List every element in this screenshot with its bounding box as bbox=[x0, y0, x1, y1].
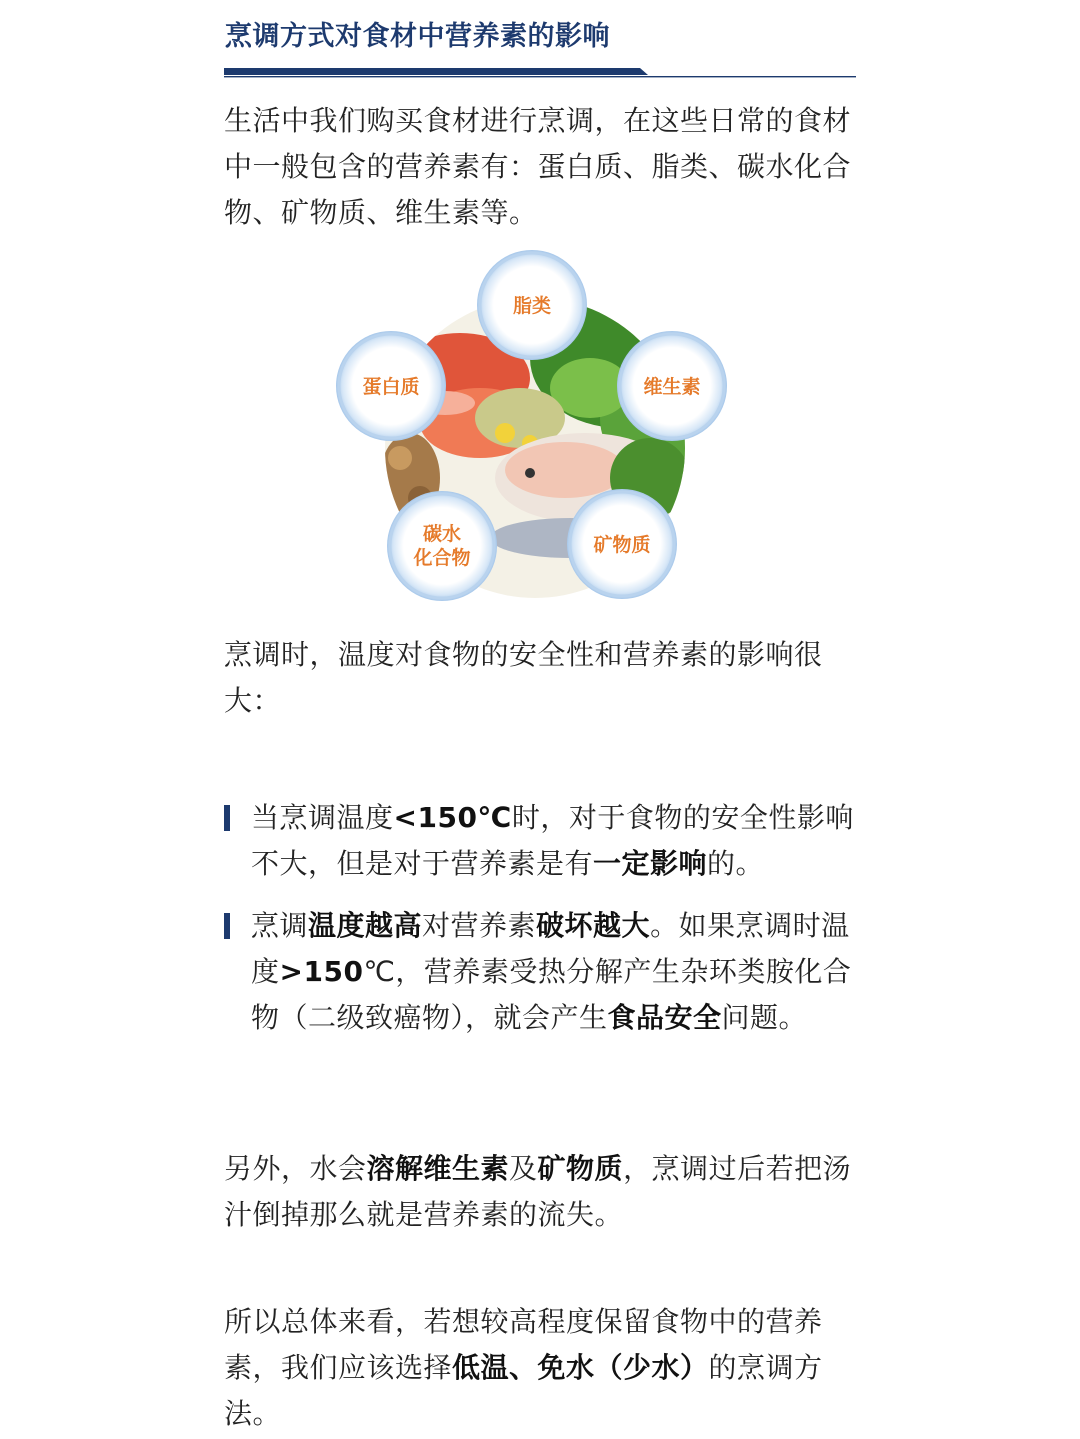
page-title: 烹调方式对食材中营养素的影响 bbox=[225, 21, 610, 52]
bubble-vitamin bbox=[617, 331, 727, 441]
nutrient-diagram bbox=[330, 248, 740, 618]
bubble-label-mineral: 矿物质 bbox=[593, 535, 651, 556]
intro-paragraph: 生活中我们购买食材进行烹调，在这些日常的食材中一般包含的营养素有：蛋白质、脂类、碳水化合物、矿物质、维生素等。 bbox=[224, 104, 852, 229]
bubble-label-carb-line2: 化合物 bbox=[413, 548, 471, 569]
bullet-marker bbox=[224, 805, 230, 831]
bubble-protein bbox=[336, 331, 446, 441]
bubble-label-carb-line1: 碳水 bbox=[422, 524, 462, 545]
bubble-carbohydrate bbox=[387, 491, 497, 601]
conclusion-paragraph: 所以总体来看，若想较高程度保留食物中的营养素，我们应该选择低温、免水（少水）的烹调方法。 bbox=[224, 1305, 823, 1430]
bullet-text: 烹调温度越高对营养素破坏越大。如果烹调时温度>150℃，营养素受热分解产生杂环类胺化合物（二级致癌物），就会产生食品安全问题。 bbox=[251, 909, 852, 1034]
bullet-high-temp bbox=[224, 903, 864, 1087]
bubble-mineral bbox=[567, 489, 677, 599]
bubble-fat bbox=[477, 250, 587, 360]
water-paragraph: 另外，水会溶解维生素及矿物质，烹调过后若把汤汁倒掉那么就是营养素的流失。 bbox=[224, 1152, 852, 1231]
bullet-text: 当烹调温度<150℃时，对于食物的安全性影响不大，但是对于营养素是有一定影响的。 bbox=[251, 801, 854, 880]
temperature-intro: 烹调时，温度对食物的安全性和营养素的影响很大： bbox=[224, 638, 823, 717]
bullet-low-temp bbox=[224, 795, 864, 887]
bubble-label-fat: 脂类 bbox=[512, 296, 552, 317]
bullet-marker bbox=[224, 913, 230, 939]
bubble-label-vitamin: 维生素 bbox=[643, 377, 701, 398]
bubble-label-protein: 蛋白质 bbox=[362, 377, 420, 398]
title-underline bbox=[224, 66, 856, 78]
